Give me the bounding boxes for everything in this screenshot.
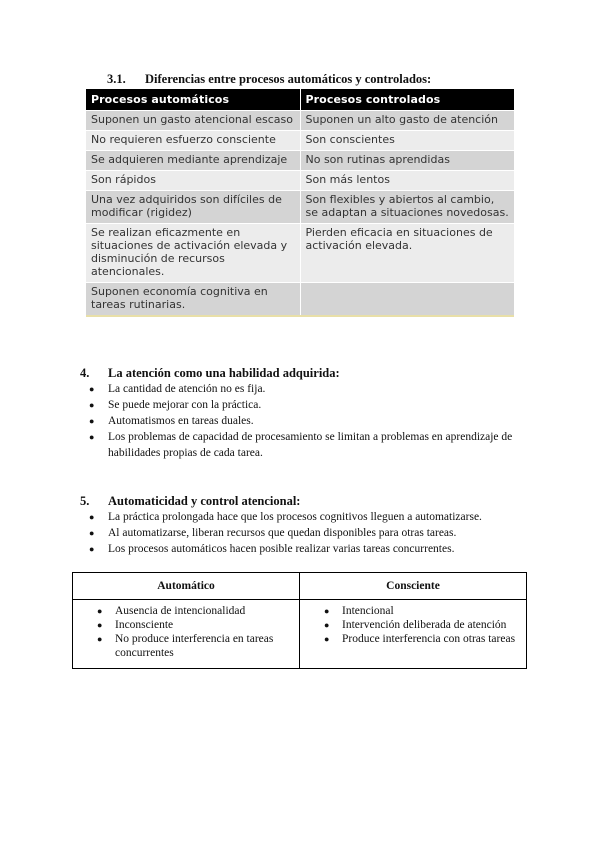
- automatic-cell: [73, 600, 300, 669]
- bullet-icon: ●: [89, 384, 95, 394]
- list-item: [79, 604, 293, 618]
- table-cell-controlled: Son conscientes: [300, 131, 514, 151]
- table-cell-automatic: Suponen un gasto atencional escaso: [86, 111, 300, 131]
- conscious-cell: [300, 600, 527, 669]
- table-cell-controlled-empty: [300, 283, 514, 317]
- mode-table-header-row: [73, 573, 527, 600]
- list-item-text: La cantidad de atención no es fija.: [108, 383, 266, 395]
- list-item: [86, 413, 526, 429]
- list-item: [86, 541, 536, 557]
- list-item-text: Produce interferencia con otras tareas: [342, 633, 516, 645]
- table-row: [86, 151, 514, 171]
- bullet-icon: ●: [89, 416, 95, 426]
- section-3-1-heading: [107, 71, 431, 87]
- list-item: [86, 429, 526, 461]
- list-item-text: Automatismos en tareas duales.: [108, 415, 254, 427]
- comparison-table-header-row: [86, 89, 514, 111]
- bullet-icon: ●: [324, 620, 330, 630]
- bullet-icon: ●: [89, 528, 95, 538]
- bullet-icon: ●: [324, 606, 330, 616]
- automatic-traits-list: [79, 604, 293, 660]
- section-5-number: 5.: [80, 494, 90, 508]
- table-cell-automatic: No requieren esfuerzo consciente: [86, 131, 300, 151]
- list-item-text: Al automatizarse, liberan recursos que quedan disponibles para otras tareas.: [108, 527, 457, 539]
- header-controlled-processes: Procesos controlados: [300, 89, 514, 111]
- list-item: [306, 632, 520, 646]
- bullet-icon: ●: [89, 544, 95, 554]
- section-5-heading: [80, 493, 300, 509]
- table-cell-controlled: Son flexibles y abiertos al cambio, se adaptan a situaciones novedosas.: [300, 191, 514, 224]
- table-cell-automatic: Se adquieren mediante aprendizaje: [86, 151, 300, 171]
- automatic-vs-conscious-table: [72, 572, 527, 669]
- list-item-text: Los procesos automáticos hacen posible realizar varias tareas concurrentes.: [108, 543, 455, 555]
- table-row: [86, 283, 514, 317]
- table-cell-automatic: Se realizan eficazmente en situaciones de activación elevada y disminución de recursos atencionales.: [86, 224, 300, 283]
- bullet-icon: ●: [89, 400, 95, 410]
- list-item-text: No produce interferencia en tareas concurrentes: [115, 633, 274, 659]
- list-item: [306, 604, 520, 618]
- table-row: [86, 131, 514, 151]
- table-row: [86, 191, 514, 224]
- list-item-text: Los problemas de capacidad de procesamiento se limitan a problemas en aprendizaje de habilidades propias de cada tarea.: [108, 431, 513, 459]
- bullet-icon: ●: [89, 432, 95, 442]
- bullet-icon: ●: [324, 634, 330, 644]
- table-cell-automatic: Son rápidos: [86, 171, 300, 191]
- header-automatic: Automático: [73, 573, 300, 600]
- list-item: [86, 509, 536, 525]
- list-item-text: Intervención deliberada de atención: [342, 619, 507, 631]
- header-automatic-processes: Procesos automáticos: [86, 89, 300, 111]
- comparison-table: [86, 89, 514, 317]
- list-item-text: Intencional: [342, 605, 394, 617]
- section-4-number: 4.: [80, 366, 90, 380]
- section-4-bullet-list: [86, 381, 526, 461]
- mode-table-row: [73, 600, 527, 669]
- list-item: [86, 381, 526, 397]
- list-item: [79, 632, 293, 660]
- table-cell-automatic: Una vez adquiridos son difíciles de modificar (rigidez): [86, 191, 300, 224]
- section-4-heading: [80, 365, 340, 381]
- header-conscious: Consciente: [300, 573, 527, 600]
- bullet-icon: ●: [97, 634, 103, 644]
- table-cell-controlled: Pierden eficacia en situaciones de activación elevada.: [300, 224, 514, 283]
- table-cell-controlled: Suponen un alto gasto de atención: [300, 111, 514, 131]
- list-item-text: La práctica prolongada hace que los procesos cognitivos lleguen a automatizarse.: [108, 511, 482, 523]
- list-item: [306, 618, 520, 632]
- bullet-icon: ●: [89, 512, 95, 522]
- table-row: [86, 224, 514, 283]
- list-item: [86, 525, 536, 541]
- list-item: [79, 618, 293, 632]
- list-item: [86, 397, 526, 413]
- table-row: [86, 171, 514, 191]
- table-cell-controlled: No son rutinas aprendidas: [300, 151, 514, 171]
- section-5-bullet-list: [86, 509, 536, 557]
- bullet-icon: ●: [97, 606, 103, 616]
- list-item-text: Se puede mejorar con la práctica.: [108, 399, 262, 411]
- bullet-icon: ●: [97, 620, 103, 630]
- section-3-1-title: Diferencias entre procesos automáticos y controlados:: [145, 72, 432, 86]
- table-cell-controlled: Son más lentos: [300, 171, 514, 191]
- table-row: [86, 111, 514, 131]
- list-item-text: Inconsciente: [115, 619, 174, 631]
- section-3-1-number: 3.1.: [107, 72, 126, 86]
- section-5-title: Automaticidad y control atencional:: [108, 494, 301, 508]
- section-4-title: La atención como una habilidad adquirida:: [108, 366, 340, 380]
- list-item-text: Ausencia de intencionalidad: [115, 605, 246, 617]
- table-cell-automatic: Suponen economía cognitiva en tareas rutinarias.: [86, 283, 300, 317]
- conscious-traits-list: [306, 604, 520, 646]
